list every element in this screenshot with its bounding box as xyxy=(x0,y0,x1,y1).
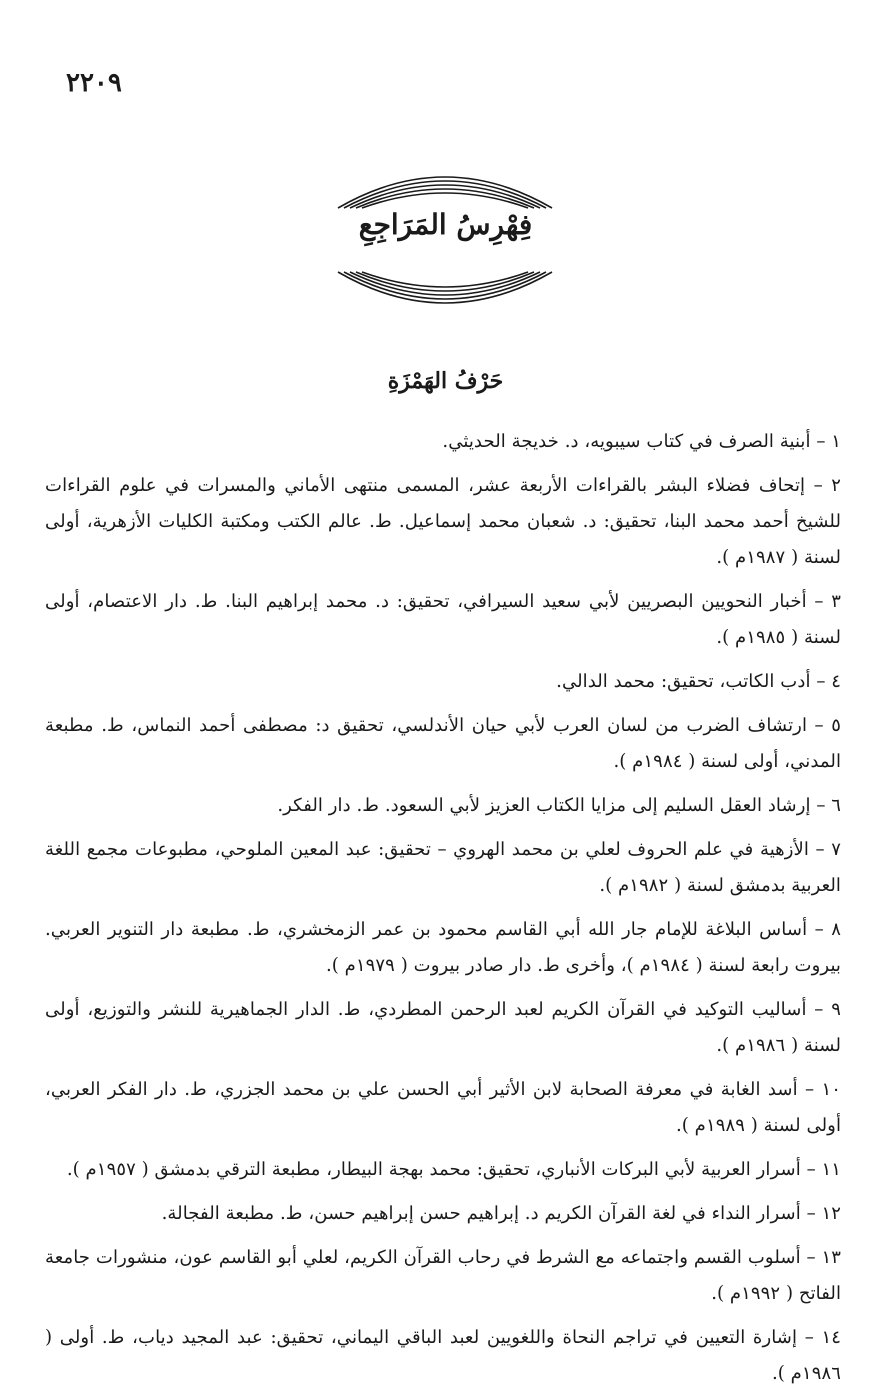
entry-number: ٥ xyxy=(831,715,841,736)
entry-text: أسرار النداء في لغة القرآن الكريم د. إبراهيم حسن إبراهيم حسن، ط. مطبعة الفجالة. xyxy=(161,1203,801,1224)
entry-text: أسد الغابة في معرفة الصحابة لابن الأثير أبي الحسن علي بن محمد الجزري، ط. دار الفكر العربي، أولى لسنة ( ١٩٨٩م ). xyxy=(45,1079,841,1136)
entry-text: إشارة التعيين في تراجم النحاة واللغويين لعبد الباقي اليماني، تحقيق: عبد المجيد دياب، ط. أولى ( ١٩٨٦م ). xyxy=(45,1327,841,1384)
entry-number: ٩ xyxy=(831,999,841,1020)
entry-number: ١ xyxy=(831,431,841,452)
title-ornament-top xyxy=(332,150,558,210)
entry-text: أساليب التوكيد في القرآن الكريم لعبد الرحمن المطردي، ط. الدار الجماهيرية للنشر والتوزيع، أولى لسنة ( ١٩٨٦م ). xyxy=(45,999,841,1056)
reference-entry: ٢ – إتحاف فضلاء البشر بالقراءات الأربعة عشر، المسمى منتهى الأماني والمسرات في علوم القراءات للشيخ أحمد محمد البنا، تحقيق: د. شعبان محمد إسماعيل. ط. عالم الكتب ومكتبة الكليات الأزهرية، أولى لسنة ( ١٩٨٧م ). xyxy=(45,475,841,568)
entry-text: ارتشاف الضرب من لسان العرب لأبي حيان الأندلسي، تحقيق د: مصطفى أحمد النماس، ط. مطبعة المدني، أولى لسنة ( ١٩٨٤م ). xyxy=(45,715,841,772)
entry-number: ٢ xyxy=(831,475,841,496)
entry-number: ٤ xyxy=(831,671,841,692)
letter-heading: حَرْفُ الهَمْزَةِ xyxy=(387,368,504,394)
entry-text: أسلوب القسم واجتماعه مع الشرط في رحاب القرآن الكريم، لعلي أبو القاسم عون، منشورات جامعة الفاتح ( ١٩٩٢م ). xyxy=(45,1247,841,1304)
entry-text: أخبار النحويين البصريين لأبي سعيد السيرافي، تحقيق: د. محمد إبراهيم البنا. ط. دار الاعتصام، أولى لسنة ( ١٩٨٥م ). xyxy=(45,591,841,648)
reference-entry: ٥ – ارتشاف الضرب من لسان العرب لأبي حيان الأندلسي، تحقيق د: مصطفى أحمد النماس، ط. مطبعة المدني، أولى لسنة ( ١٩٨٤م ). xyxy=(45,715,841,772)
entry-number: ١١ xyxy=(821,1159,841,1180)
entry-text: إرشاد العقل السليم إلى مزايا الكتاب العزيز لأبي السعود. ط. دار الفكر. xyxy=(277,795,811,816)
reference-entry: ١ – أبنية الصرف في كتاب سيبويه، د. خديجة الحديثي. xyxy=(442,431,841,452)
references-list xyxy=(45,424,841,1400)
entry-number: ٦ xyxy=(831,795,841,816)
reference-entry: ٨ – أساس البلاغة للإمام جار الله أبي القاسم محمود بن عمر الزمخشري، ط. مطبعة دار التنوير العربي. بيروت رابعة لسنة ( ١٩٨٤م )، وأخرى ط. دار صادر بيروت ( ١٩٧٩م ). xyxy=(45,919,841,976)
reference-entry: ٤ – أدب الكاتب، تحقيق: محمد الدالي. xyxy=(556,671,841,692)
entry-text: أبنية الصرف في كتاب سيبويه، د. خديجة الحديثي. xyxy=(442,431,811,452)
section-title: فِهْرِسُ المَرَاجِعِ xyxy=(358,208,533,241)
page-number: ٢٢٠٩ xyxy=(66,68,122,98)
reference-entry: ١٠ – أسد الغابة في معرفة الصحابة لابن الأثير أبي الحسن علي بن محمد الجزري، ط. دار الفكر العربي، أولى لسنة ( ١٩٨٩م ). xyxy=(45,1079,841,1136)
entry-number: ٣ xyxy=(831,591,841,612)
entry-text: أساس البلاغة للإمام جار الله أبي القاسم محمود بن عمر الزمخشري، ط. مطبعة دار التنوير العربي. بيروت رابعة لسنة ( ١٩٨٤م )، وأخرى ط. دار صادر بيروت ( ١٩٧٩م ). xyxy=(45,919,841,976)
reference-entry: ١٤ – إشارة التعيين في تراجم النحاة واللغويين لعبد الباقي اليماني، تحقيق: عبد المجيد دياب، ط. أولى ( ١٩٨٦م ). xyxy=(45,1327,841,1384)
reference-entry: ١٣ – أسلوب القسم واجتماعه مع الشرط في رحاب القرآن الكريم، لعلي أبو القاسم عون، منشورات جامعة الفاتح ( ١٩٩٢م ). xyxy=(45,1247,841,1304)
reference-entry: ٧ – الأزهية في علم الحروف لعلي بن محمد الهروي – تحقيق: عبد المعين الملوحي، مطبوعات مجمع اللغة العربية بدمشق لسنة ( ١٩٨٢م ). xyxy=(45,839,841,896)
entry-text: إتحاف فضلاء البشر بالقراءات الأربعة عشر، المسمى منتهى الأماني والمسرات في علوم القراءات للشيخ أحمد محمد البنا، تحقيق: د. شعبان محمد إسماعيل. ط. عالم الكتب ومكتبة الكليات الأزهرية، أولى لسنة ( ١٩٨٧م ). xyxy=(45,475,841,568)
entry-number: ١٢ xyxy=(821,1203,841,1224)
entry-number: ١٠ xyxy=(821,1079,841,1100)
title-ornament-bottom xyxy=(332,270,558,330)
entry-number: ٨ xyxy=(831,919,841,940)
reference-entry: ٩ – أساليب التوكيد في القرآن الكريم لعبد الرحمن المطردي، ط. الدار الجماهيرية للنشر والتوزيع، أولى لسنة ( ١٩٨٦م ). xyxy=(45,999,841,1056)
reference-entry: ٦ – إرشاد العقل السليم إلى مزايا الكتاب العزيز لأبي السعود. ط. دار الفكر. xyxy=(277,795,841,816)
entry-number: ٧ xyxy=(831,839,841,860)
entry-text: أسرار العربية لأبي البركات الأنباري، تحقيق: محمد بهجة البيطار، مطبعة الترقي بدمشق ( ١٩٥٧م ). xyxy=(66,1159,801,1180)
reference-entry: ١٢ – أسرار النداء في لغة القرآن الكريم د. إبراهيم حسن إبراهيم حسن، ط. مطبعة الفجالة. xyxy=(161,1203,841,1224)
entry-number: ١٣ xyxy=(821,1247,841,1268)
reference-entry: ٣ – أخبار النحويين البصريين لأبي سعيد السيرافي، تحقيق: د. محمد إبراهيم البنا. ط. دار الاعتصام، أولى لسنة ( ١٩٨٥م ). xyxy=(45,591,841,648)
entry-text: الأزهية في علم الحروف لعلي بن محمد الهروي – تحقيق: عبد المعين الملوحي، مطبوعات مجمع اللغة العربية بدمشق لسنة ( ١٩٨٢م ). xyxy=(45,839,841,896)
entry-text: أدب الكاتب، تحقيق: محمد الدالي. xyxy=(556,671,811,692)
entry-number: ١٤ xyxy=(821,1327,841,1348)
reference-entry: ١١ – أسرار العربية لأبي البركات الأنباري، تحقيق: محمد بهجة البيطار، مطبعة الترقي بدمشق ( ١٩٥٧م ). xyxy=(66,1159,841,1180)
